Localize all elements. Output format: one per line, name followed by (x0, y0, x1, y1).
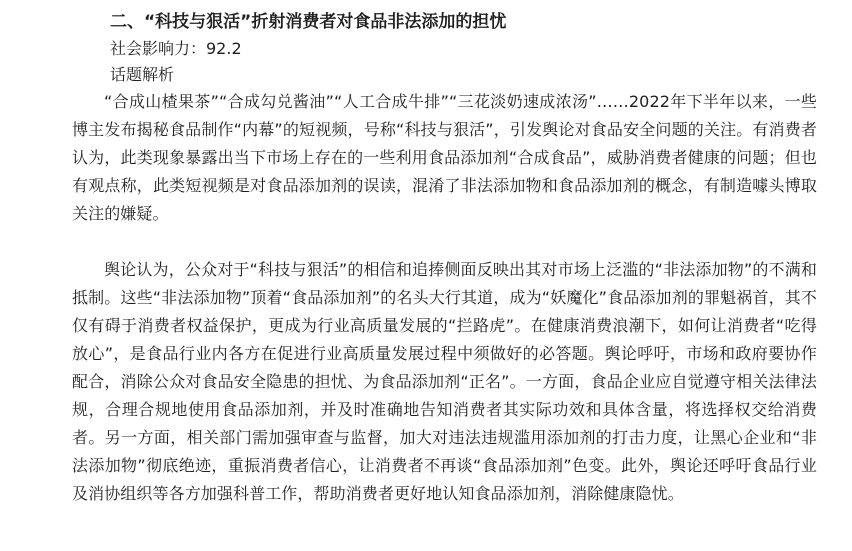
analysis-label: 话题解析 (110, 65, 175, 84)
paragraph-2: 舆论认为，公众对于“科技与狠活”的相信和追捧侧面反映出其对市场上泛滥的“非法添加物”的不满和抵制。这些“非法添加物”顶着“食品添加剂”的名头大行其道，成为“妖魔化”食品添加剂的罪魁祸首，其不仅有碍于消费者权益保护，更成为行业高质量发展的“拦路虎”。在健康消费浪潮下，如何让消费者“吃得放心”，是食品行业内各方在促进行业高质量发展过程中须做好的必答题。舆论呼吁，市场和政府要协作配合，消除公众对食品安全隐患的担忧、为食品添加剂“正名”。一方面，食品企业应自觉遵守相关法律法规，合理合规地使用食品添加剂，并及时准确地告知消费者其实际功效和具体含量，将选择权交给消费者。另一方面，相关部门需加强审查与监督，加大对违法违规滥用添加剂的打击力度，让黑心企业和“非法添加物”彻底绝迹，重振消费者信心，让消费者不再谈“食品添加剂”色变。此外，舆论还呼吁食品行业及消协组织等各方加强科普工作，帮助消费者更好地认知食品添加剂，消除健康隐忧。 (72, 260, 817, 503)
social-impact-score: 社会影响力：92.2 (110, 39, 242, 58)
section-heading: 二、“科技与狠活”折射消费者对食品非法添加的担忧 (110, 12, 507, 32)
paragraph-1: “合成山楂果茶”“合成勾兑酱油”“人工合成牛排”“三花淡奶速成浓汤”……2022年下半年以来，一些博主发布揭秘食品制作“内幕”的短视频，号称“科技与狠活”，引发舆论对食品安全问题的关注。有消费者认为，此类现象暴露出当下市场上存在的一些利用食品添加剂“合成食品”，威胁消费者健康的问题；但也有观点称，此类短视频是对食品添加剂的误读，混淆了非法添加物和食品添加剂的概念，有制造噱头博取关注的嫌疑。 (72, 92, 817, 223)
paragraph-spacer (72, 228, 817, 256)
document-body (72, 8, 817, 508)
